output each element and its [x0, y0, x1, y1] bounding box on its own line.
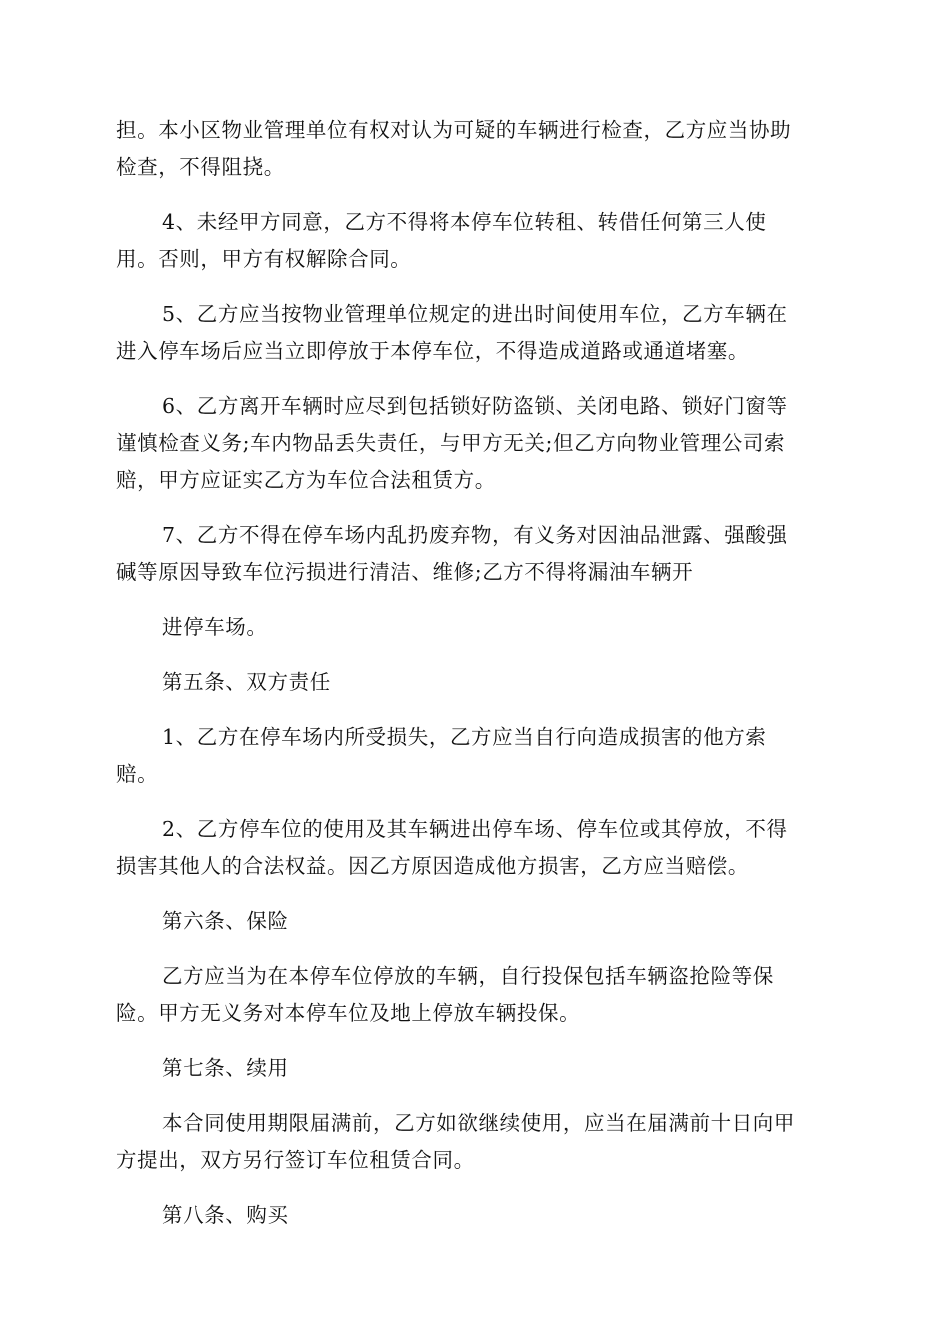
section-heading-article-6	[116, 903, 836, 940]
text-line: 进停车场。	[162, 615, 268, 639]
text-line: 方提出，双方另行签订车位租赁合同。	[116, 1148, 475, 1172]
section-heading-article-5	[116, 664, 836, 701]
text-line: 进入停车场后应当立即停放于本停车位，不得造成道路或通道堵塞。	[116, 339, 749, 363]
text-line: 险。甲方无义务对本停车位及地上停放车辆投保。	[116, 1001, 581, 1025]
paragraph-clause-5	[116, 296, 836, 370]
text-line: 碱等原因导致车位污损进行清洁、维修;乙方不得将漏油车辆开	[116, 560, 694, 584]
text-line: 乙方应当为在本停车位停放的车辆，自行投保包括车辆盗抢险等保	[162, 964, 774, 988]
text-line: 第五条、双方责任	[162, 670, 331, 694]
text-line: 本合同使用期限届满前，乙方如欲继续使用，应当在届满前十日向甲	[162, 1111, 795, 1135]
section-heading-article-7	[116, 1050, 836, 1087]
paragraph-article-5-clause-2	[116, 811, 836, 885]
text-line: 谨慎检查义务;车内物品丢失责任，与甲方无关;但乙方向物业管理公司索	[116, 431, 786, 455]
text-line: 2、乙方停车位的使用及其车辆进出停车场、停车位或其停放，不得	[162, 817, 788, 841]
text-line: 第六条、保险	[162, 909, 289, 933]
paragraph-article-5-clause-1	[116, 719, 836, 793]
paragraph-clause-6	[116, 388, 836, 499]
text-line: 担。本小区物业管理单位有权对认为可疑的车辆进行检查，乙方应当协助	[116, 118, 792, 142]
text-line: 检查，不得阻挠。	[116, 155, 285, 179]
text-line: 7、乙方不得在停车场内乱扔废弃物，有义务对因油品泄露、强酸强	[162, 523, 788, 547]
paragraph-article-6-body	[116, 958, 836, 1032]
text-line: 损害其他人的合法权益。因乙方原因造成他方损害，乙方应当赔偿。	[116, 854, 749, 878]
text-line: 赔。	[116, 762, 159, 786]
text-line: 第八条、购买	[162, 1203, 289, 1227]
section-heading-article-8	[116, 1197, 836, 1234]
text-line: 1、乙方在停车场内所受损失，乙方应当自行向造成损害的他方索	[162, 725, 767, 749]
paragraph-clause-7-continued	[116, 609, 836, 646]
text-line: 第七条、续用	[162, 1056, 289, 1080]
text-line: 4、未经甲方同意，乙方不得将本停车位转租、转借任何第三人使	[162, 210, 767, 234]
paragraph-clause-7	[116, 517, 836, 591]
text-line: 5、乙方应当按物业管理单位规定的进出时间使用车位，乙方车辆在	[162, 302, 788, 326]
paragraph-article-7-body	[116, 1105, 836, 1179]
document-body	[116, 112, 836, 1234]
paragraph-continuation	[116, 112, 836, 186]
text-line: 用。否则，甲方有权解除合同。	[116, 247, 412, 271]
text-line: 6、乙方离开车辆时应尽到包括锁好防盗锁、关闭电路、锁好门窗等	[162, 394, 788, 418]
paragraph-clause-4	[116, 204, 836, 278]
text-line: 赔，甲方应证实乙方为车位合法租赁方。	[116, 468, 496, 492]
